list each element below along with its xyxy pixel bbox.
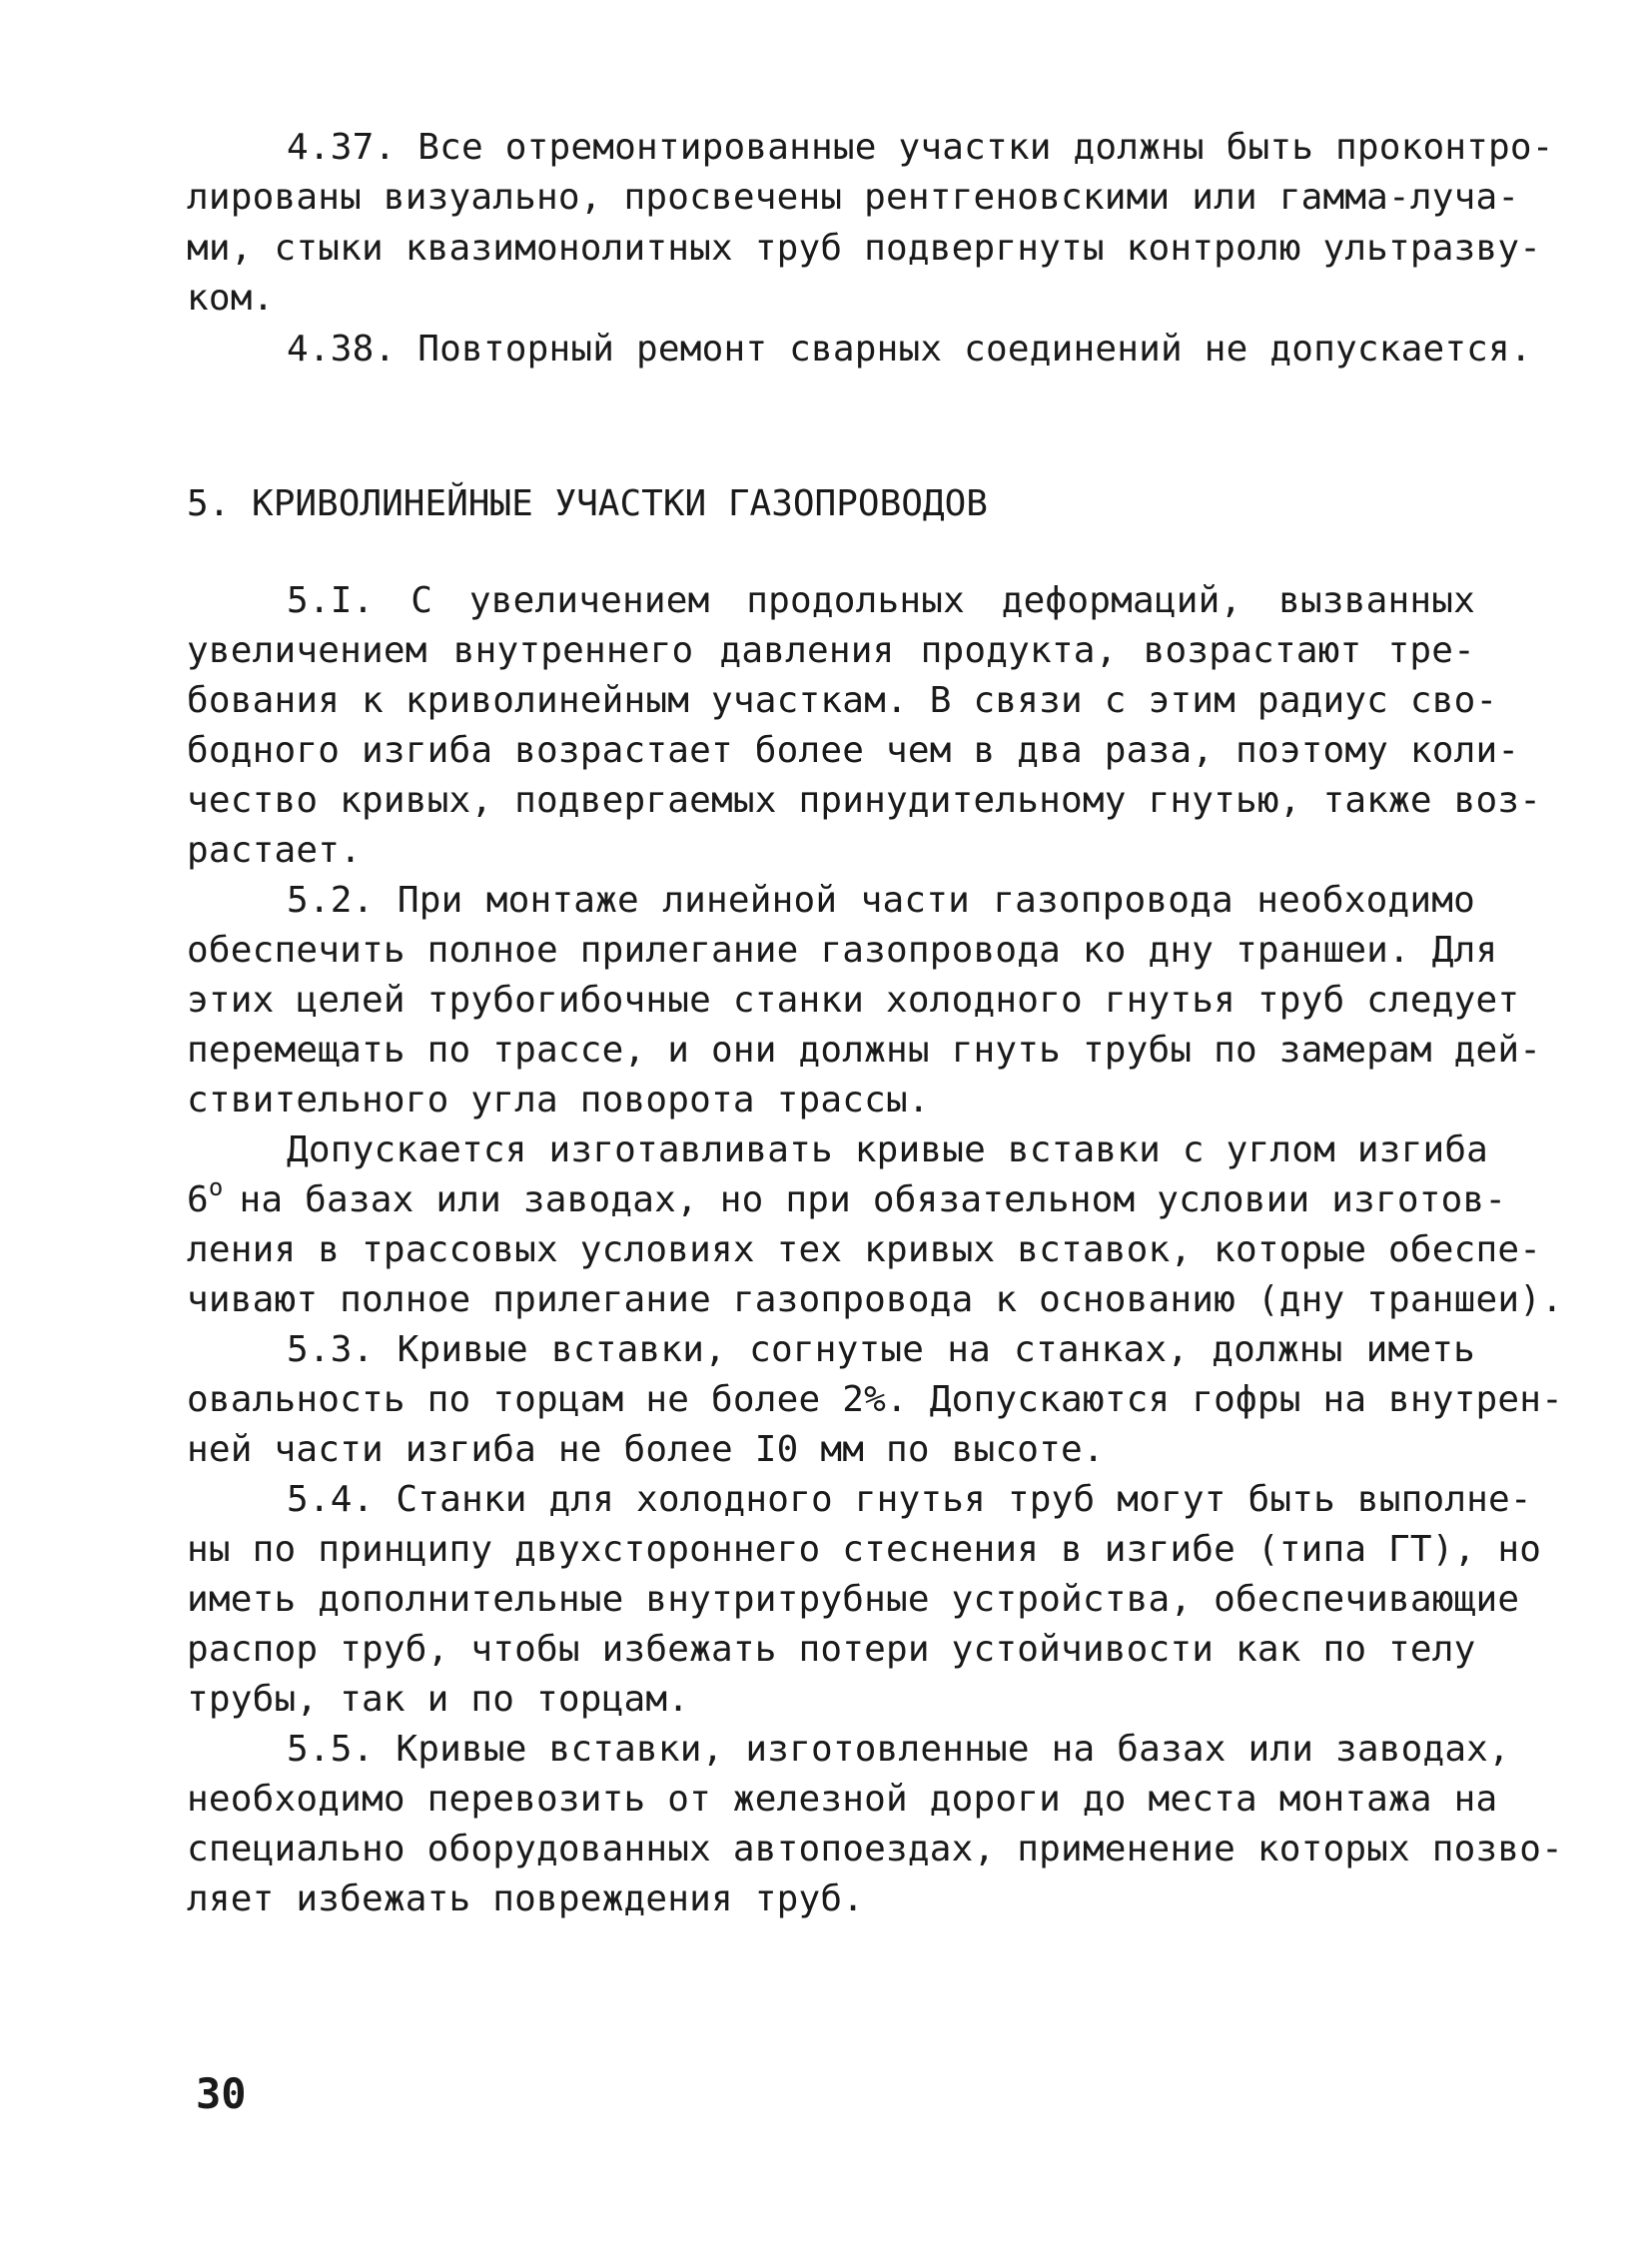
paragraph-5-4-line-4: распор труб, чтобы избежать потери устойчивости как по телу — [187, 1629, 1476, 1670]
paragraph-4-38: 4.38. Повторный ремонт сварных соединений не допускается. — [287, 329, 1532, 370]
paragraph-5-2-line-3: этих целей трубогибочные станки холодного гнутья труб следует — [187, 980, 1520, 1021]
paragraph-5-3-line-1: 5.3. Кривые вставки, согнутые на станках, должны иметь — [287, 1329, 1475, 1370]
section-heading: 5. КРИВОЛИНЕЙНЫЕ УЧАСТКИ ГАЗОПРОВОДОВ — [187, 483, 988, 524]
paragraph-5-2-line-4: перемещать по трассе, и они должны гнуть трубы по замерам дей- — [187, 1030, 1542, 1071]
paragraph-4-37-line-4: ком. — [187, 278, 275, 319]
paragraph-5-3-line-2: овальность по торцам не более 2%. Допускаются гофры на внутрен- — [187, 1379, 1564, 1420]
paragraph-allowed-line-1: Допускается изготавливать кривые вставки с углом изгиба — [287, 1129, 1489, 1170]
paragraph-5-4-line-5: трубы, так и по торцам. — [187, 1679, 690, 1720]
paragraph-5-1-line-2: увеличением внутреннего давления продукта, возрастают тре- — [187, 630, 1475, 671]
paragraph-4-37-line-1: 4.37. Все отремонтированные участки должны быть проконтро- — [287, 127, 1554, 168]
angle-value: 6 — [187, 1179, 209, 1220]
paragraph-5-1-line-5: чество кривых, подвергаемых принудительному гнутью, также воз- — [187, 780, 1542, 821]
paragraph-5-1-line-6: растает. — [187, 830, 362, 871]
paragraph-5-4-line-3: иметь дополнительные внутритрубные устройства, обеспечивающие — [187, 1579, 1520, 1620]
paragraph-5-5-line-3: специально оборудованных автопоездах, применение которых позво- — [187, 1829, 1564, 1869]
paragraph-4-37-line-2: лированы визуально, просвечены рентгеновскими или гамма-луча- — [187, 177, 1520, 218]
paragraph-5-4-line-1: 5.4. Станки для холодного гнутья труб могут быть выполне- — [287, 1479, 1532, 1520]
paragraph-5-1-line-1: 5.I. С увеличением продольных деформаций, вызванных — [287, 580, 1475, 621]
paragraph-5-1-line-3: бования к криволинейным участкам. В связи с этим радиус сво- — [187, 680, 1498, 721]
paragraph-5-3-line-3: ней части изгиба не более I0 мм по высоте. — [187, 1429, 1105, 1470]
paragraph-5-2-line-1: 5.2. При монтаже линейной части газопровода необходимо — [287, 880, 1475, 921]
paragraph-allowed-line-4: чивают полное прилегание газопровода к основанию (дну траншеи). — [187, 1279, 1564, 1320]
degree-symbol: о — [208, 1173, 224, 1201]
paragraph-4-37-line-3: ми, стыки квазимонолитных труб подвергнуты контролю ультразву- — [187, 228, 1542, 269]
paragraph-5-5-line-1: 5.5. Кривые вставки, изготовленные на базах или заводах, — [287, 1729, 1510, 1770]
paragraph-allowed-line-3: ления в трассовых условиях тех кривых вставок, которые обеспе- — [187, 1229, 1542, 1270]
paragraph-5-5-line-4: ляет избежать повреждения труб. — [187, 1878, 865, 1919]
paragraph-5-5-line-2: необходимо перевозить от железной дороги до места монтажа на — [187, 1779, 1498, 1820]
page-number: 30 — [196, 2069, 247, 2118]
paragraph-allowed-line-2 — [187, 1173, 1507, 1222]
paragraph-5-2-line-5: ствительного угла поворота трассы. — [187, 1080, 930, 1120]
paragraph-5-1-line-4: бодного изгиба возрастает более чем в два раза, поэтому коли- — [187, 730, 1520, 771]
paragraph-5-4-line-2: ны по принципу двухстороннего стеснения в изгибе (типа ГТ), но — [187, 1529, 1542, 1570]
angle-line-text: на базах или заводах, но при обязательном условии изготов- — [239, 1179, 1507, 1220]
paragraph-5-2-line-2: обеспечить полное прилегание газопровода ко дну траншеи. Для — [187, 930, 1498, 971]
